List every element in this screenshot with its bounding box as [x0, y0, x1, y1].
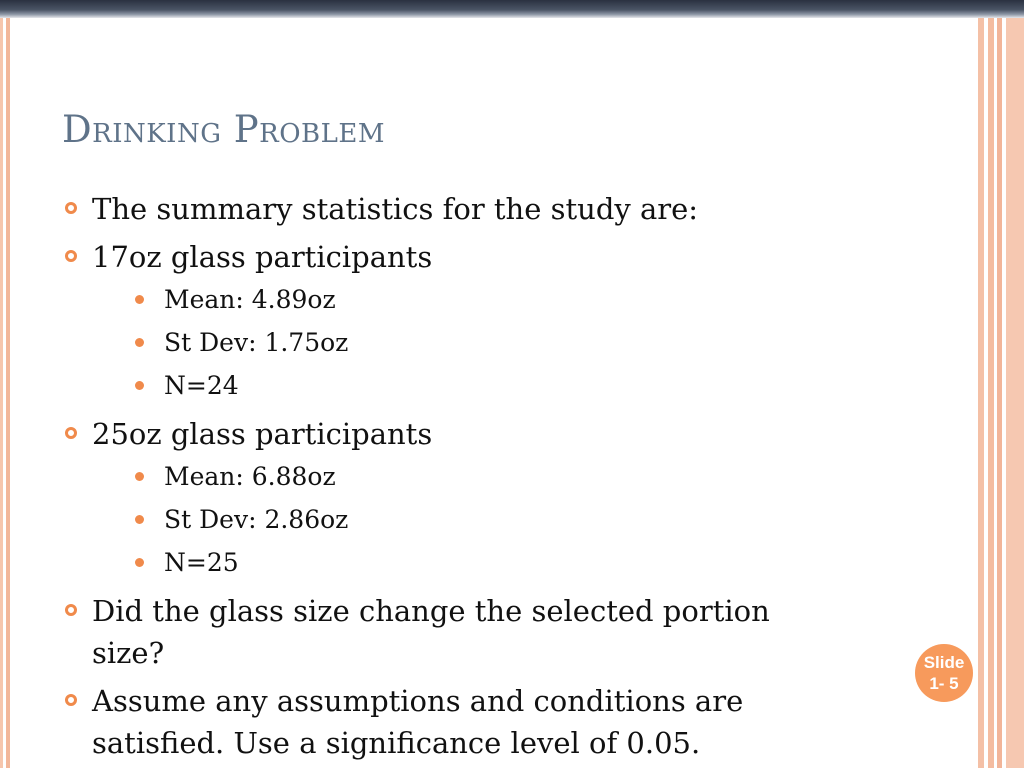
- sub-bullet-text: Mean: 4.89oz: [164, 285, 336, 314]
- ring-bullet-icon: [65, 694, 77, 706]
- sub-bullet-list: [92, 455, 822, 584]
- slide-badge-number: 1- 5: [929, 674, 959, 693]
- bullet-text: Did the glass size change the selected portion size?: [92, 594, 770, 670]
- bullet-text: Assume any assumptions and conditions are satisfied. Use a significance level of 0.05.: [92, 684, 744, 760]
- slide-badge-label: Slide: [923, 653, 965, 672]
- dot-bullet-icon: [135, 338, 144, 347]
- bullet-item: [62, 680, 822, 764]
- sub-bullet-item: [92, 278, 822, 321]
- slide-title: Drinking Problem: [62, 108, 385, 151]
- bullet-item: [62, 188, 822, 230]
- sub-bullet-item: [92, 455, 822, 498]
- bullet-item: [62, 413, 822, 584]
- sub-bullet-text: N=24: [164, 371, 239, 400]
- bullet-item: [62, 590, 822, 674]
- ring-bullet-icon: [65, 202, 77, 214]
- bullet-text: 25oz glass participants: [92, 417, 433, 451]
- dot-bullet-icon: [135, 558, 144, 567]
- bullet-item: [62, 236, 822, 407]
- sub-bullet-text: Mean: 6.88oz: [164, 462, 336, 491]
- sub-bullet-text: St Dev: 1.75oz: [164, 328, 349, 357]
- sub-bullet-text: St Dev: 2.86oz: [164, 505, 349, 534]
- sub-bullet-text: N=25: [164, 548, 239, 577]
- dot-bullet-icon: [135, 381, 144, 390]
- left-decorative-stripe-inner: [6, 18, 10, 768]
- left-decorative-stripe: [0, 18, 3, 768]
- bullet-list: [62, 188, 822, 770]
- top-decorative-bar: [0, 0, 1024, 18]
- slide-number-badge: [915, 644, 973, 702]
- dot-bullet-icon: [135, 515, 144, 524]
- ring-bullet-icon: [65, 427, 77, 439]
- bullet-text: 17oz glass participants: [92, 240, 433, 274]
- sub-bullet-list: [92, 278, 822, 407]
- dot-bullet-icon: [135, 472, 144, 481]
- sub-bullet-item: [92, 321, 822, 364]
- sub-bullet-item: [92, 498, 822, 541]
- sub-bullet-item: [92, 364, 822, 407]
- ring-bullet-icon: [65, 250, 77, 262]
- ring-bullet-icon: [65, 604, 77, 616]
- right-decorative-edge: [1006, 18, 1024, 768]
- bullet-text: The summary statistics for the study are:: [92, 192, 699, 226]
- dot-bullet-icon: [135, 295, 144, 304]
- sub-bullet-item: [92, 541, 822, 584]
